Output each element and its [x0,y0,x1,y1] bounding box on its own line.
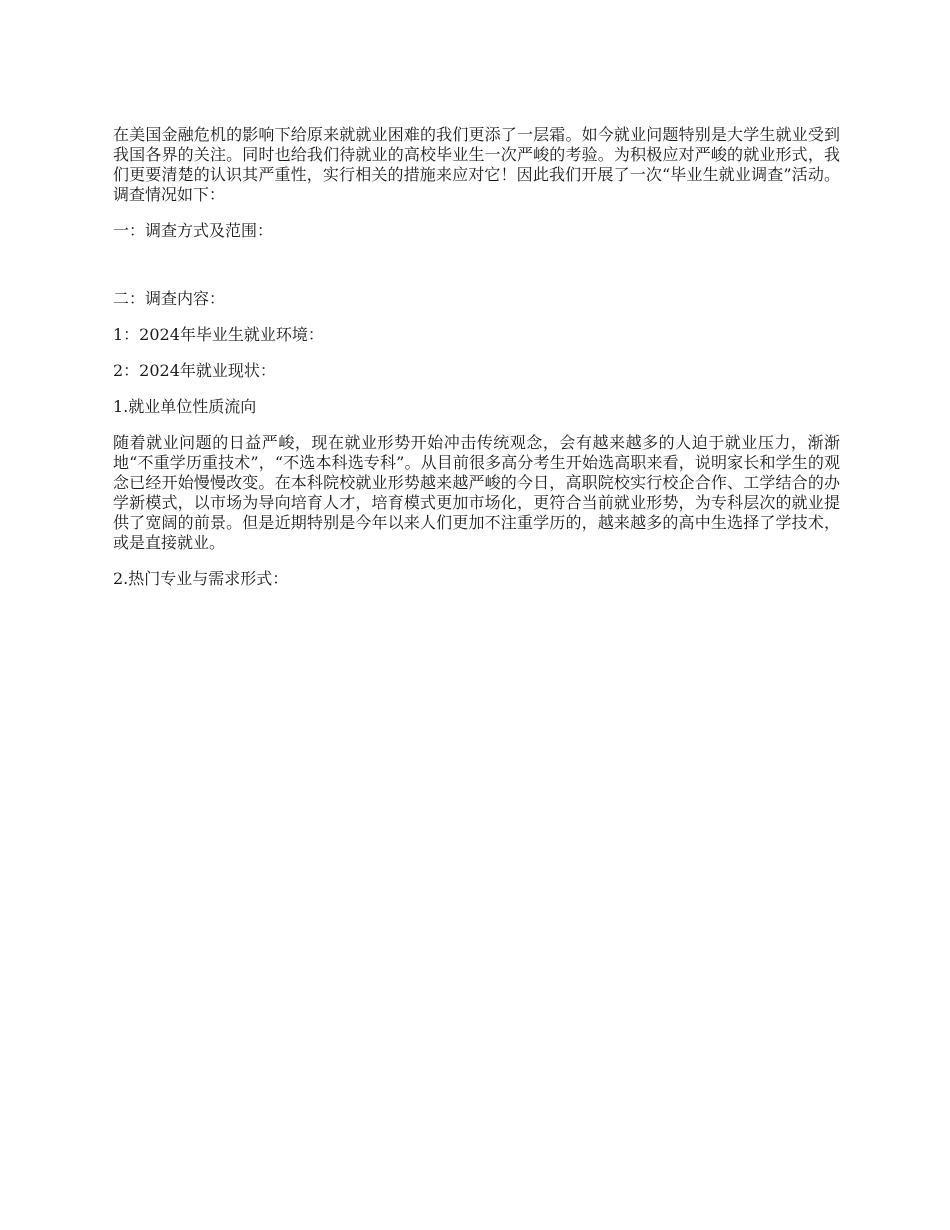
document-body [113,125,840,605]
section-heading-survey-method: 一：调查方式及范围： [113,221,274,240]
subheading-popular-majors: 2.热门专业与需求形式： [113,569,289,588]
section-heading-survey-content: 二：调查内容： [113,289,226,308]
item-employment-status: 2：2024年就业现状： [113,361,276,380]
blank-space [113,257,840,289]
subheading-employer-type: 1.就业单位性质流向 [113,397,257,416]
employer-type-paragraph: 随着就业问题的日益严峻，现在就业形势开始冲击传统观念，会有越来越多的人迫于就业压力，渐渐地“不重学历重技术”，“不选本科选专科”。从目前很多高分考生开始选高职来看，说明家长和学生的观念已经开始慢慢改变。在本科院校就业形势越来越严峻的今日，高职院校实行校企合作、工学结合的办学新模式，以市场为导向培育人才，培育模式更加市场化，更符合当前就业形势，为专科层次的就业提供了宽阔的前景。但是近期特别是今年以来人们更加不注重学历的，越来越多的高中生选择了学技术，或是直接就业。 [113,433,840,552]
item-employment-environment: 1：2024年毕业生就业环境： [113,325,324,344]
intro-paragraph: 在美国金融危机的影响下给原来就就业困难的我们更添了一层霜。如今就业问题特别是大学生就业受到我国各界的关注。同时也给我们待就业的高校毕业生一次严峻的考验。为积极应对严峻的就业形式，我们更要清楚的认识其严重性，实行相关的措施来应对它！因此我们开展了一次“毕业生就业调查”活动。调查情况如下： [113,125,840,204]
